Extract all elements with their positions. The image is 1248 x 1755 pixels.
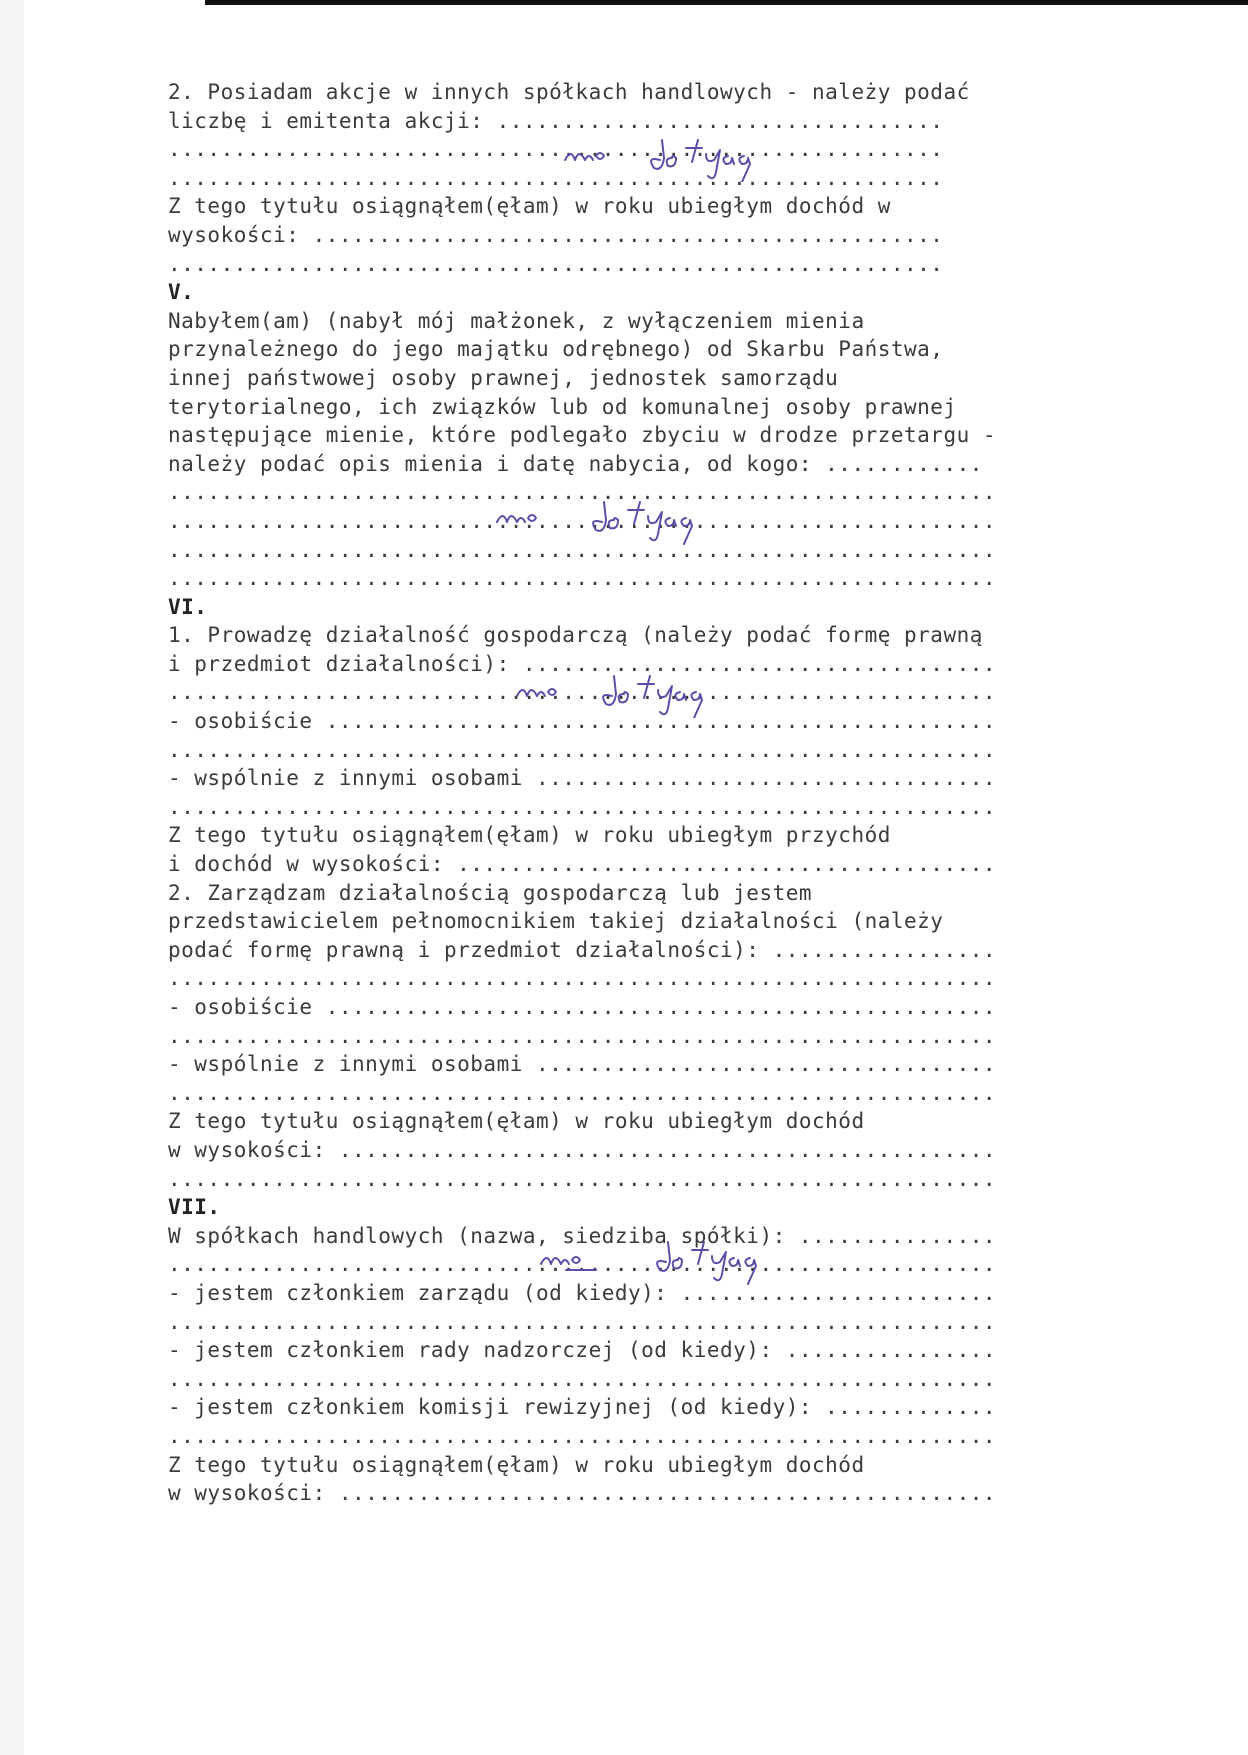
form-line: ............................................................... <box>168 737 997 762</box>
form-line: ............................................................... <box>168 680 997 705</box>
form-line: w wysokości: .................................................. <box>168 1481 997 1506</box>
form-line: - wspólnie z innymi osobami ................................... <box>168 766 997 791</box>
form-line: wysokości: ................................................ <box>168 222 944 247</box>
form-line: - osobiście ................................................... <box>168 995 997 1019</box>
form-line: Z tego tytułu osiągnąłem(ęłam) w roku ubiegłym dochód <box>168 1109 865 1134</box>
form-line: 2. Posiadam akcje w innych spółkach handlowych - należy podać <box>168 80 970 104</box>
form-line: - jestem członkiem komisji rewizyjnej (od kiedy): ............. <box>168 1395 997 1420</box>
form-line: Z tego tytułu osiągnąłem(ęłam) w roku ubiegłym dochód w <box>168 194 891 219</box>
section-heading: VII. <box>168 1195 221 1220</box>
section-heading: VI. <box>168 594 208 619</box>
form-line: - jestem członkiem zarządu (od kiedy): ........................ <box>168 1280 997 1305</box>
form-line: ............................................................... <box>168 1309 997 1334</box>
form-line: ........................................................... <box>168 137 944 162</box>
form-line: liczbę i emitenta akcji: .................................. <box>168 108 944 133</box>
form-line: w wysokości: .................................................. <box>168 1137 997 1162</box>
form-line: przynależnego do jego majątku odrębnego) od Skarbu Państwa, <box>168 337 944 362</box>
form-line: - wspólnie z innymi osobami ................................... <box>168 1052 997 1077</box>
form-line: 2. Zarządzam działalnością gospodarczą lub jestem <box>168 880 813 905</box>
form-line: Nabyłem(am) (nabył mój małżonek, z wyłączeniem mienia <box>168 308 865 333</box>
form-line: ............................................................... <box>168 1023 997 1048</box>
section-heading: V. <box>168 280 195 305</box>
form-line: i przedmiot działalności): .................................... <box>168 651 997 676</box>
form-line: W spółkach handlowych (nazwa, siedziba spółki): ............... <box>168 1223 997 1248</box>
form-line: 1. Prowadzę działalność gospodarczą (należy podać formę prawną <box>168 623 983 648</box>
form-line: i dochód w wysokości: ......................................... <box>168 852 997 877</box>
form-line: ............................................................... <box>168 794 997 819</box>
form-line: ............................................................... <box>168 480 997 505</box>
form-line: przedstawicielem pełnomocnikiem takiej działalności (należy <box>168 909 944 934</box>
form-line: ........................................................... <box>168 251 944 276</box>
form-line: podać formę prawną i przedmiot działalności): ................. <box>168 937 997 962</box>
form-line: ............................................................... <box>168 1080 997 1105</box>
form-line: ............................................................... <box>168 1423 997 1448</box>
form-line: należy podać opis mienia i datę nabycia, od kogo: ............ <box>168 451 983 476</box>
form-line: ............................................................... <box>168 966 997 991</box>
form-line: następujące mienie, które podlegało zbyciu w drodze przetargu - <box>168 423 997 448</box>
declaration-page <box>168 78 1108 1508</box>
form-line: Z tego tytułu osiągnąłem(ęłam) w roku ubiegłym dochód <box>168 1452 865 1477</box>
form-line: ............................................................... <box>168 1252 997 1277</box>
form-line: ............................................................... <box>168 508 997 533</box>
scan-edge <box>0 0 24 1755</box>
scan-edge-top <box>205 0 1248 5</box>
form-line: Z tego tytułu osiągnąłem(ęłam) w roku ubiegłym przychód <box>168 823 891 848</box>
form-line: ............................................................... <box>168 1366 997 1391</box>
form-line: - osobiście ................................................... <box>168 709 997 734</box>
form-line: ........................................................... <box>168 165 944 190</box>
form-line: ............................................................... <box>168 566 997 591</box>
form-line: terytorialnego, ich związków lub od komunalnej osoby prawnej <box>168 394 957 419</box>
form-line: ............................................................... <box>168 537 997 562</box>
form-line: ............................................................... <box>168 1166 997 1191</box>
form-line: - jestem członkiem rady nadzorczej (od kiedy): ................ <box>168 1338 997 1363</box>
form-line: innej państwowej osoby prawnej, jednostek samorządu <box>168 365 839 390</box>
